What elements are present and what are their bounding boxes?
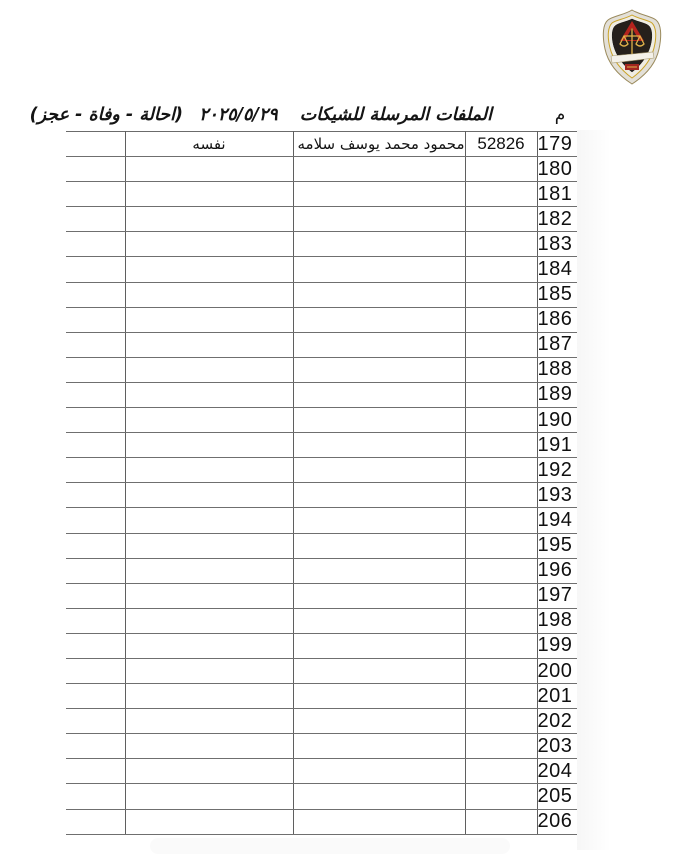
name-cell [293, 408, 465, 433]
file-number-cell [465, 382, 537, 407]
file-number-cell [465, 357, 537, 382]
recipient-cell [125, 759, 293, 784]
recipient-cell [125, 583, 293, 608]
recipient-cell [125, 332, 293, 357]
table-row [66, 483, 577, 508]
table-row [66, 533, 577, 558]
extra-cell [66, 558, 125, 583]
name-cell [293, 232, 465, 257]
name-cell [293, 483, 465, 508]
row-number-cell: 182 [537, 207, 577, 232]
table-row [66, 232, 577, 257]
name-cell [293, 759, 465, 784]
file-number-cell [465, 182, 537, 207]
extra-cell [66, 408, 125, 433]
extra-cell [66, 734, 125, 759]
file-number-cell [465, 684, 537, 709]
recipient-cell [125, 408, 293, 433]
recipient-cell [125, 558, 293, 583]
extra-cell [66, 307, 125, 332]
extra-cell [66, 608, 125, 633]
recipient-cell [125, 357, 293, 382]
row-number-cell: 186 [537, 307, 577, 332]
file-number-cell [465, 458, 537, 483]
table-row [66, 809, 577, 834]
extra-cell [66, 684, 125, 709]
extra-cell [66, 784, 125, 809]
table-row [66, 583, 577, 608]
recipient-cell [125, 458, 293, 483]
name-cell [293, 257, 465, 282]
recipient-cell [125, 182, 293, 207]
table-row [66, 684, 577, 709]
table-row [66, 332, 577, 357]
recipient-cell [125, 207, 293, 232]
name-cell [293, 182, 465, 207]
row-number-cell: 187 [537, 332, 577, 357]
row-number-cell: 201 [537, 684, 577, 709]
table-row [66, 207, 577, 232]
table-row [66, 357, 577, 382]
row-number-cell: 192 [537, 458, 577, 483]
file-number-cell [465, 332, 537, 357]
recipient-cell [125, 157, 293, 182]
justice-shield-icon [598, 9, 666, 85]
extra-cell [66, 282, 125, 307]
recipient-cell [125, 382, 293, 407]
file-number-cell [465, 583, 537, 608]
row-number-cell: 191 [537, 433, 577, 458]
row-number-cell: 181 [537, 182, 577, 207]
table-row [66, 784, 577, 809]
name-cell [293, 734, 465, 759]
name-cell [293, 658, 465, 683]
row-number-cell: 188 [537, 357, 577, 382]
name-cell [293, 633, 465, 658]
row-number-cell: 180 [537, 157, 577, 182]
extra-cell [66, 658, 125, 683]
recipient-cell [125, 232, 293, 257]
table-row [66, 257, 577, 282]
table-row [66, 633, 577, 658]
name-cell: محمود محمد يوسف سلامه [293, 132, 465, 157]
recipient-cell [125, 658, 293, 683]
file-number-cell [465, 307, 537, 332]
extra-cell [66, 809, 125, 834]
file-number-cell [465, 734, 537, 759]
scan-artifact [150, 838, 510, 854]
extra-cell [66, 458, 125, 483]
name-cell [293, 458, 465, 483]
row-number-cell: 189 [537, 382, 577, 407]
row-number-cell: 195 [537, 533, 577, 558]
name-cell [293, 558, 465, 583]
table-row [66, 508, 577, 533]
file-number-cell [465, 809, 537, 834]
table-row [66, 433, 577, 458]
file-number-cell [465, 232, 537, 257]
name-cell [293, 357, 465, 382]
table-row [66, 157, 577, 182]
row-number-cell: 205 [537, 784, 577, 809]
recipient-cell [125, 483, 293, 508]
scan-artifact [577, 130, 611, 850]
table-row [66, 734, 577, 759]
row-number-cell: 206 [537, 809, 577, 834]
name-cell [293, 809, 465, 834]
row-number-cell: 202 [537, 709, 577, 734]
extra-cell [66, 533, 125, 558]
row-number-cell: 196 [537, 558, 577, 583]
name-cell [293, 709, 465, 734]
document-date: ٢٠٢٥/٥/٢٩ [199, 105, 278, 125]
file-number-cell [465, 257, 537, 282]
file-number-cell [465, 759, 537, 784]
file-number-cell [465, 709, 537, 734]
name-cell [293, 583, 465, 608]
extra-cell [66, 759, 125, 784]
name-cell [293, 433, 465, 458]
table-row [66, 282, 577, 307]
extra-cell [66, 332, 125, 357]
table-row [66, 558, 577, 583]
extra-cell [66, 433, 125, 458]
recipient-cell [125, 809, 293, 834]
name-cell [293, 784, 465, 809]
file-number-cell [465, 784, 537, 809]
extra-cell [66, 182, 125, 207]
row-number-cell: 185 [537, 282, 577, 307]
name-cell [293, 382, 465, 407]
row-number-cell: 190 [537, 408, 577, 433]
recipient-cell [125, 282, 293, 307]
document-header [29, 99, 492, 131]
file-number-cell [465, 633, 537, 658]
ministry-badge-emblem [598, 9, 666, 85]
recipient-cell [125, 734, 293, 759]
row-number-cell: 179 [537, 132, 577, 157]
row-number-cell: 199 [537, 633, 577, 658]
extra-cell [66, 709, 125, 734]
table-row [66, 182, 577, 207]
row-number-cell: 197 [537, 583, 577, 608]
recipient-cell [125, 307, 293, 332]
extra-cell [66, 132, 125, 157]
recipient-cell [125, 633, 293, 658]
name-cell [293, 684, 465, 709]
extra-cell [66, 633, 125, 658]
table-row [66, 608, 577, 633]
table-row [66, 132, 577, 157]
table-row [66, 458, 577, 483]
document-note: (احالة - وفاة - عجز) [29, 105, 183, 125]
recipient-cell: نفسه [125, 132, 293, 157]
extra-cell [66, 257, 125, 282]
table-row [66, 382, 577, 407]
document-title: الملفات المرسلة للشيكات [299, 105, 492, 125]
extra-cell [66, 483, 125, 508]
extra-cell [66, 232, 125, 257]
recipient-cell [125, 508, 293, 533]
name-cell [293, 533, 465, 558]
file-number-cell [465, 658, 537, 683]
file-number-cell [465, 558, 537, 583]
extra-cell [66, 157, 125, 182]
files-table-container [66, 131, 577, 835]
row-number-cell: 200 [537, 658, 577, 683]
table-row [66, 408, 577, 433]
row-number-cell: 193 [537, 483, 577, 508]
name-cell [293, 608, 465, 633]
name-cell [293, 157, 465, 182]
file-number-cell [465, 608, 537, 633]
recipient-cell [125, 784, 293, 809]
file-number-cell [465, 408, 537, 433]
row-number-cell: 183 [537, 232, 577, 257]
files-table [66, 131, 577, 835]
file-number-cell [465, 433, 537, 458]
file-number-cell: 52826 [465, 132, 537, 157]
table-body [66, 132, 577, 835]
recipient-cell [125, 608, 293, 633]
name-cell [293, 207, 465, 232]
extra-cell [66, 357, 125, 382]
row-number-cell: 204 [537, 759, 577, 784]
file-number-cell [465, 533, 537, 558]
extra-cell [66, 382, 125, 407]
file-number-cell [465, 508, 537, 533]
name-cell [293, 282, 465, 307]
extra-cell [66, 583, 125, 608]
table-row [66, 658, 577, 683]
extra-cell [66, 207, 125, 232]
file-number-cell [465, 207, 537, 232]
row-number-cell: 184 [537, 257, 577, 282]
recipient-cell [125, 257, 293, 282]
table-row [66, 759, 577, 784]
recipient-cell [125, 433, 293, 458]
table-row [66, 307, 577, 332]
recipient-cell [125, 709, 293, 734]
name-cell [293, 508, 465, 533]
table-row [66, 709, 577, 734]
recipient-cell [125, 684, 293, 709]
row-number-cell: 198 [537, 608, 577, 633]
row-number-cell: 203 [537, 734, 577, 759]
name-cell [293, 332, 465, 357]
extra-cell [66, 508, 125, 533]
file-number-cell [465, 483, 537, 508]
name-cell [293, 307, 465, 332]
recipient-cell [125, 533, 293, 558]
number-column-header: م [554, 105, 566, 125]
row-number-cell: 194 [537, 508, 577, 533]
file-number-cell [465, 157, 537, 182]
file-number-cell [465, 282, 537, 307]
